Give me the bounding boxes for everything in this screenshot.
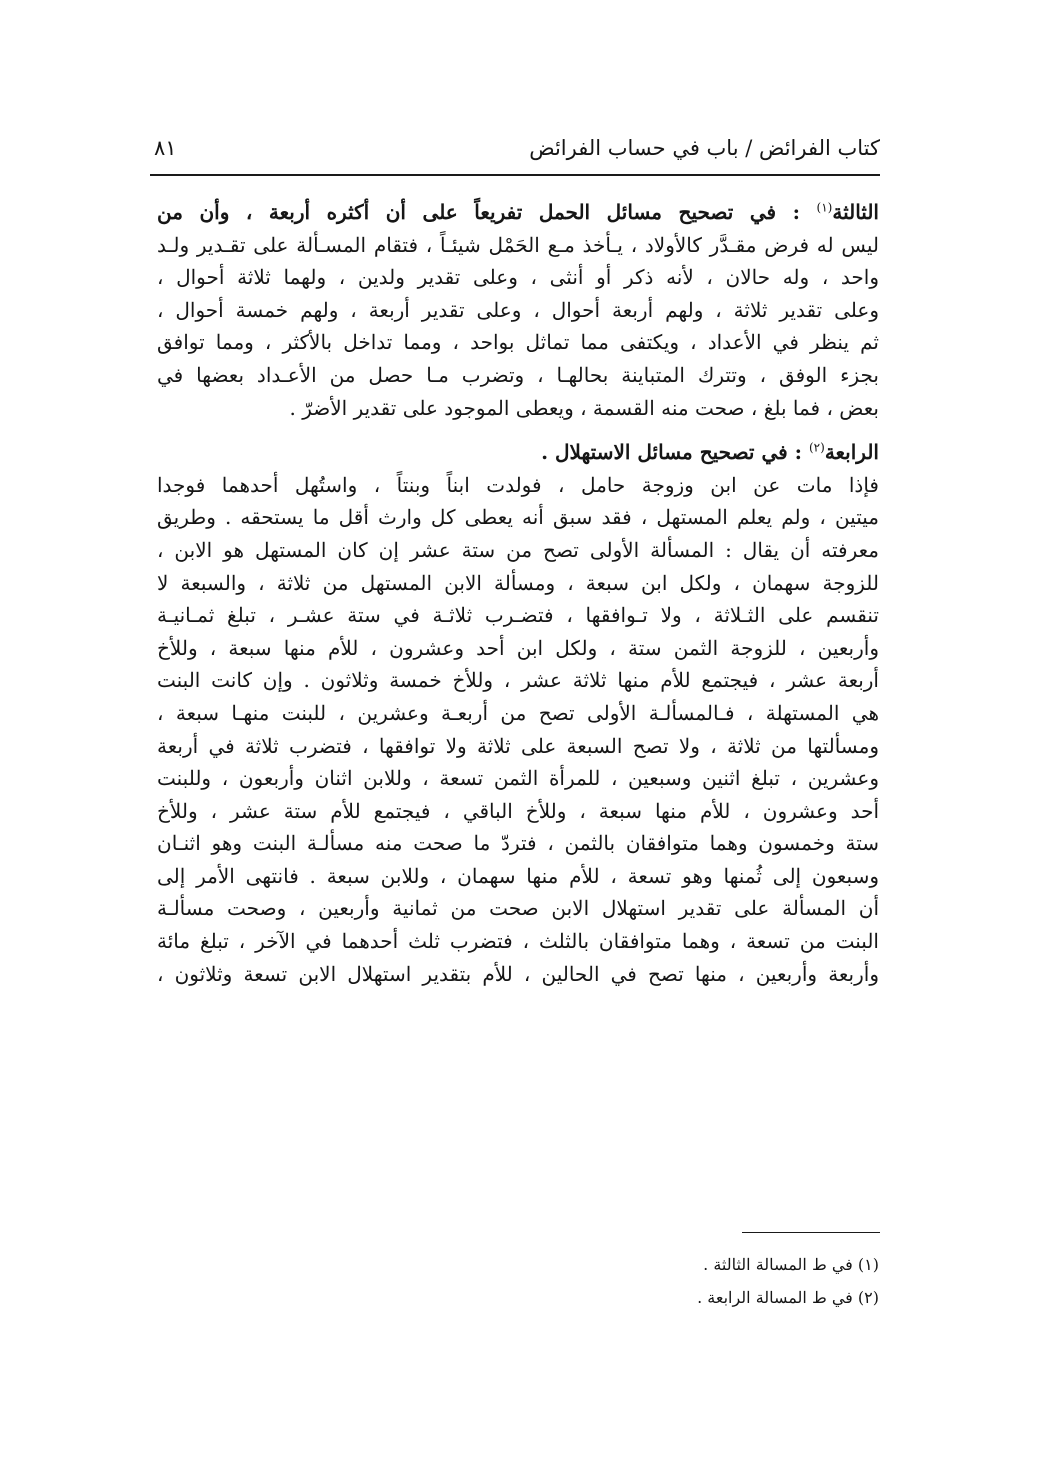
text-line: معرفته أن يقال : المسألة الأولى تصح من ستة عشر إن كان المستهل هو الابن ، [157,537,879,562]
paragraph-third [157,196,879,424]
page-number: ٨١ [154,136,177,160]
text-line: بجزء الوفق ، وتترك المتباينة بحالهـا ، وتضرب مـا حصل من الأعـداد بعضها في [157,362,879,387]
header-rule [150,174,880,176]
footnote-2: (٢) في ط المسالة الرابعة . [697,1288,879,1307]
main-text [157,196,879,990]
text-segment: : في تصحيح مسائل الاستهلال . [541,440,809,465]
text-line: أربعة عشر ، فيجتمع للأم منها ثلاثة عشر ، وللأخ خمسة وثلاثون . وإن كانت البنت [157,668,879,693]
text-line: للزوجة سهمان ، ولكل ابن سبعة ، ومسألة الابن المستهل من ثلاثة ، والسبعة لا [157,570,879,595]
footnote-1: (١) في ط المسالة الثالثة . [703,1255,879,1274]
text-line: وعلى تقدير ثلاثة ، ولهم أربعة أحوال ، وعلى تقدير أربعة ، ولهم خمسة أحوال ، [157,297,879,322]
footnote-rule [742,1232,880,1233]
running-header [150,128,880,168]
text-line: ثم ينظر في الأعداد ، ويكتفى مما تماثل بواحد ، ومما تداخل بالأكثر ، ومما توافق [157,330,879,355]
footnote-ref-2: (٢) [808,440,825,455]
text-line: وسبعون إلى ثُمنها وهو تسعة ، للأم منها سهمان ، وللابن سبعة . فانتهى الأمر إلى [157,863,879,888]
text-line: وأربعة وأربعين ، منها تصح في الحالين ، للأم بتقدير استهلال الابن تسعة وثلاثون ، [157,961,879,986]
text-line: البنت من تسعة ، وهما متوافقان بالثلث ، فتضرب ثلث أحدهما في الآخر ، تبلغ مائة [157,929,879,954]
text-line: واحد ، وله حالان ، لأنه ذكر أو أنثى ، وعلى تقدير ولدين ، ولهما ثلاثة أحوال ، [157,265,879,290]
text-line: هي المستهلة ، فـالمسألـة الأولى تصح من أربعـة وعشرين ، للبنت منهـا سبعة ، [157,700,879,725]
text-line: وأربعين ، للزوجة الثمن ستة ، ولكل ابن أحد وعشرون ، للأم منها سبعة ، وللأخ [157,635,879,660]
text-line: وعشرين ، تبلغ اثنين وسبعين ، للمرأة الثمن تسعة ، وللابن اثنان وأربعون ، وللبنت [157,766,879,791]
section-lead-fourth: الرابعة [824,440,879,465]
running-title: كتاب الفرائض / باب في حساب الفرائض [529,136,880,160]
text-line: أن المسألة على تقدير استهلال الابن صحت من ثمانية وأربعين ، وصحت مسألـة [157,896,879,921]
text-line: ليس له فرض مقـدَّر كالأولاد ، يـأخذ مـع الحَمْل شيئـاً ، فتقام المسـألة على تقـدير ولـد [157,232,879,257]
text-line [157,196,879,229]
text-segment: : في تصحيح مسائل الحمل تفريعاً على أن أكثره أربعة ، وأن من [157,200,817,224]
text-line: ومسألتها من ثلاثة ، ولا تصح السبعة على ثلاثة ولا توافقها ، فتضرب ثلاثة في أربعة [157,733,879,758]
text-line [157,436,879,469]
text-line: ستة وخمسون وهما متوافقان بالثمن ، فتردّ ما صحت منه مسألـة البنت وهو اثنـان [157,831,879,856]
text-line: فإذا مات عن ابن وزوجة حامل ، فولدت ابناً وبنتاً ، واستُهل أحدهما فوجدا [157,472,879,497]
text-line: أحد وعشرون ، للأم منها سبعة ، وللأخ الباقي ، فيجتمع للأم ستة عشر ، وللأخ [157,798,879,823]
text-line: تنقسم على الثـلاثة ، ولا تـوافقها ، فتضـرب ثلاثـة في ستة عشـر ، تبلغ ثمـانيـة [157,603,879,628]
section-lead-third: الثالثة [832,200,879,224]
footnotes [157,1248,879,1314]
paragraph-fourth [157,436,879,990]
footnote-ref-1: (١) [816,200,833,215]
paragraph-gap [157,424,879,436]
text-line: ميتين ، ولم يعلم المستهل ، فقد سبق أنه يعطى كل وارث أقل ما يستحقه . وطريق [157,505,879,530]
text-line: بعض ، فما بلغ ، صحت منه القسمة ، ويعطى الموجود على تقدير الأضرّ . [289,395,879,420]
